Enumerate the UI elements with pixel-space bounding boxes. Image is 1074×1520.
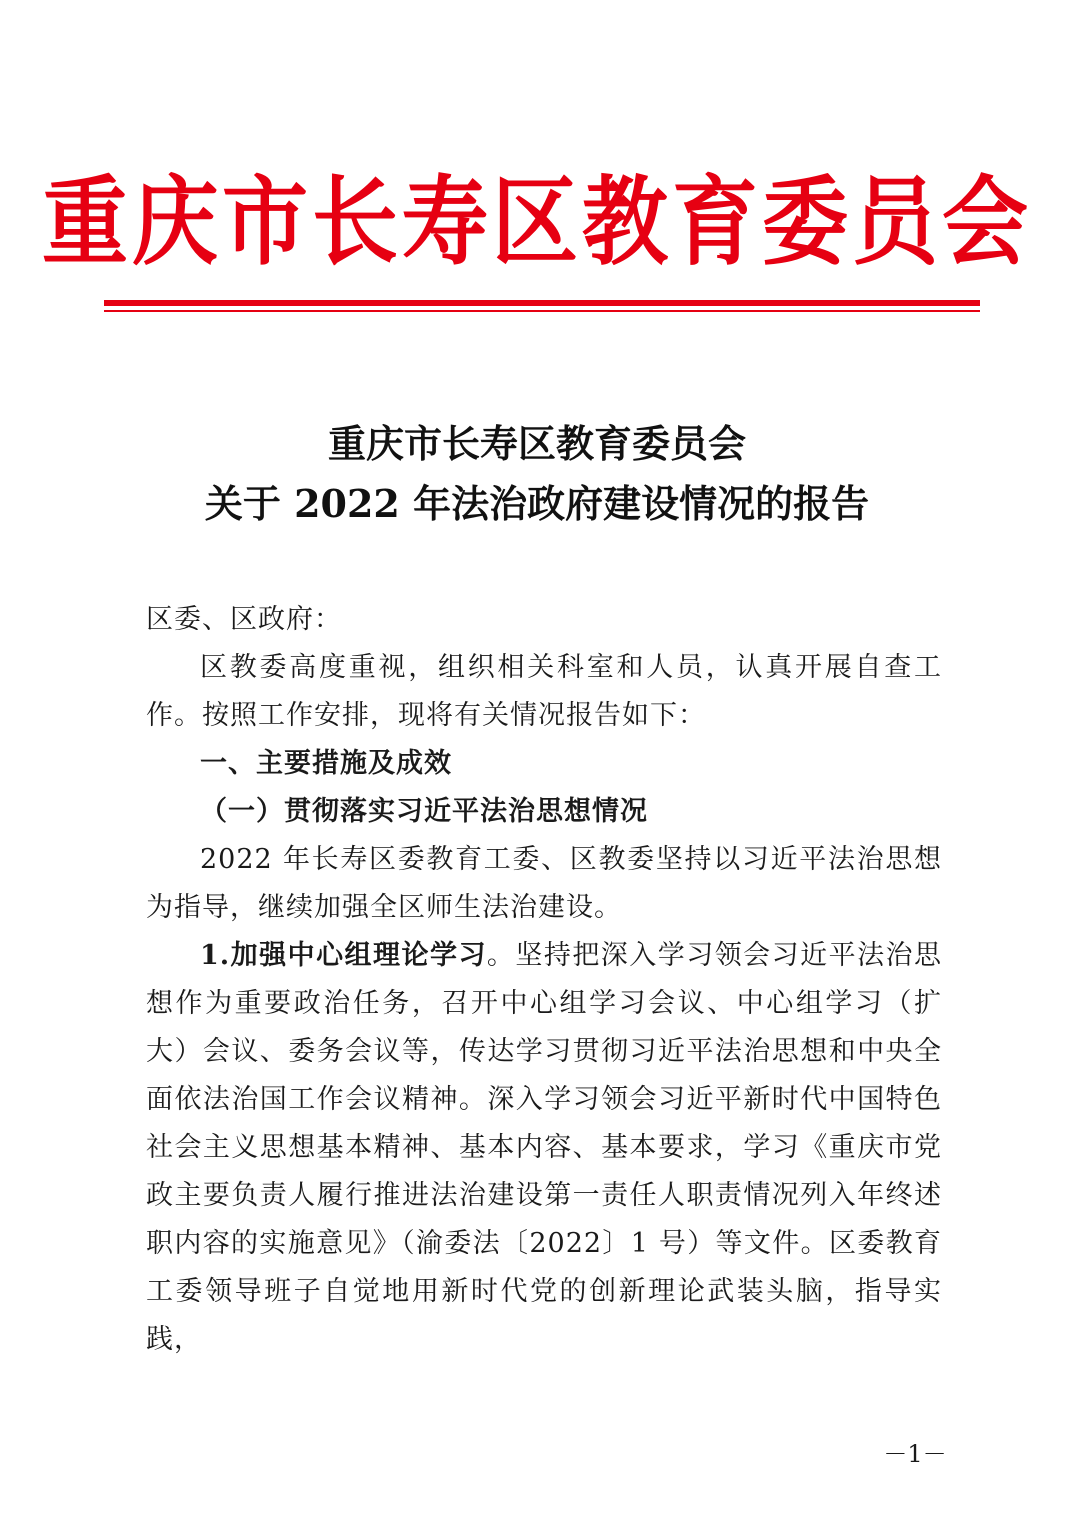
section-heading: 一、主要措施及成效 bbox=[200, 748, 452, 779]
document-body bbox=[146, 596, 942, 1364]
subsection-paragraph: 2022 年长寿区委教育工委、区教委坚持以习近平法治思想为指导，继续加强全区师生法治建设。 bbox=[146, 844, 942, 923]
item-paragraph bbox=[146, 932, 942, 1364]
document-title bbox=[0, 414, 1074, 534]
item-label: 1.加强中心组理论学习 bbox=[200, 940, 487, 971]
page-number: －1－ bbox=[883, 1440, 947, 1468]
item-text: 。坚持把深入学习领会习近平法治思想作为重要政治任务，召开中心组学习会议、中心组学习（扩大）会议、委务会议等，传达学习贯彻习近平法治思想和中央全面依法治国工作会议精神。深入学习领会习近平新时代中国特色社会主义思想基本精神、基本内容、基本要求，学习《重庆市党政主要负责人履行推进法治建设第一责任人职责情况列入年终述职内容的实施意见》（渝委法〔2022〕1 号）等文件。区委教育工委领导班子自觉地用新时代党的创新理论武装头脑，指导实践， bbox=[146, 940, 943, 1355]
intro-paragraph: 区教委高度重视，组织相关科室和人员，认真开展自查工作。按照工作安排，现将有关情况报告如下： bbox=[146, 652, 942, 731]
subsection-heading: （一）贯彻落实习近平法治思想情况 bbox=[200, 796, 648, 827]
masthead: 重庆市长寿区教育委员会 bbox=[42, 167, 1032, 279]
salutation: 区委、区政府： bbox=[146, 604, 342, 635]
masthead-rule-thick bbox=[104, 300, 980, 306]
document-title-line2: 关于 2022 年法治政府建设情况的报告 bbox=[204, 481, 870, 526]
document-title-line1: 重庆市长寿区教育委员会 bbox=[327, 421, 746, 466]
masthead-rule-thin bbox=[104, 310, 980, 312]
